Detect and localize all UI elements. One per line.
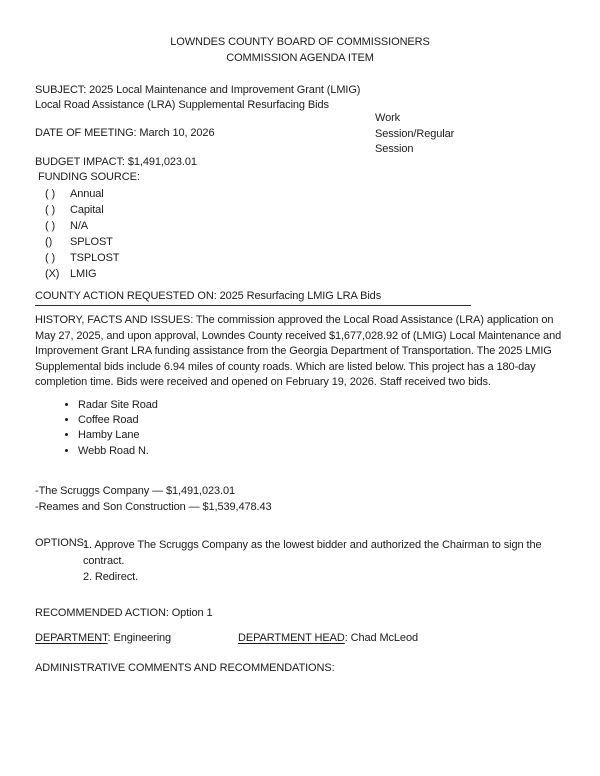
road-item: • Webb Road N. [78,444,158,459]
checkbox-capital: ( ) [45,204,56,216]
department-field [35,632,171,644]
funding-option-na [45,218,119,234]
date-of-meeting: DATE OF MEETING: March 10, 2026 [35,127,215,139]
history-facts-issues: HISTORY, FACTS AND ISSUES: The commission approved the Local Road Assistance (LRA) application on May 27, 2025, and upon approval, Lowndes County received $1,677,028.92 of (LMIG) Local Maintenance and Improvement Grant LRA funding assistance from the Georgia Department of Transportation. The 2025 LMIG Supplemental bids include 6.94 miles of county roads. Which are listed below. This project has a 180-day completion time. Bids were received and opened on February 19, 2026. Staff received two bids. [35,314,562,388]
funding-option-label: LMIG [70,268,97,280]
funding-option-label: N/A [70,220,89,232]
department-label: DEPARTMENT [35,632,108,644]
funding-option-lmig [45,266,119,282]
county-action-requested: COUNTY ACTION REQUESTED ON: 2025 Resurfacing LMIG LRA Bids [35,290,471,306]
bids-block [35,484,272,516]
department-head-field [238,632,418,644]
funding-source-list [45,186,119,282]
admin-comments-heading: ADMINISTRATIVE COMMENTS AND RECOMMENDATIONS: [35,662,335,674]
bid-line-reames: -Reames and Son Construction — $1,539,478.43 [35,500,272,513]
subject-line1: SUBJECT: 2025 Local Maintenance and Improvement Grant (LMIG) [35,84,361,96]
options-content [83,537,553,585]
road-item: • Coffee Road [78,413,158,428]
checkbox-splost: () [45,236,53,248]
option-1-line1: 1. Approve The Scruggs Company as the lowest bidder and authorized the Chairman to sign the [83,539,542,551]
checkbox-annual: ( ) [45,188,56,200]
bid-line-scruggs: -The Scruggs Company — $1,491,023.01 [35,485,236,497]
road-item: • Hamby Lane [78,428,158,443]
funding-option-annual [45,186,119,202]
funding-option-capital [45,202,119,218]
department-head-value: : Chad McLeod [344,632,418,644]
option-2: 2. Redirect. [83,571,139,583]
doc-title-line2: COMMISSION AGENDA ITEM [226,52,374,64]
checkbox-na: ( ) [45,220,56,232]
option-1-line2: contract. [83,555,125,567]
checkbox-tsplost: ( ) [45,252,56,264]
funding-option-splost [45,234,119,250]
department-head-label: DEPARTMENT HEAD [238,632,345,644]
doc-title-line1: LOWNDES COUNTY BOARD OF COMMISSIONERS [170,36,430,48]
funding-option-tsplost [45,250,119,266]
funding-option-label: SPLOST [70,236,113,248]
recommended-action: RECOMMENDED ACTION: Option 1 [35,607,213,619]
subject-line2: Local Road Assistance (LRA) Supplemental Resurfacing Bids [35,99,329,111]
budget-impact: BUDGET IMPACT: $1,491,023.01 [35,156,197,168]
funding-option-label: TSPLOST [70,252,120,264]
options-label: OPTIONS: [35,537,87,549]
department-value: : Engineering [107,632,172,644]
funding-option-label: Annual [70,188,104,200]
road-item: • Radar Site Road [78,398,158,413]
checkbox-lmig-checked: (X) [45,268,60,280]
department-row [0,632,600,648]
funding-source-label: FUNDING SOURCE: [38,171,140,183]
roads-list [63,398,158,459]
funding-option-label: Capital [70,204,104,216]
session-type: Work Session/Regular Session [375,112,455,155]
